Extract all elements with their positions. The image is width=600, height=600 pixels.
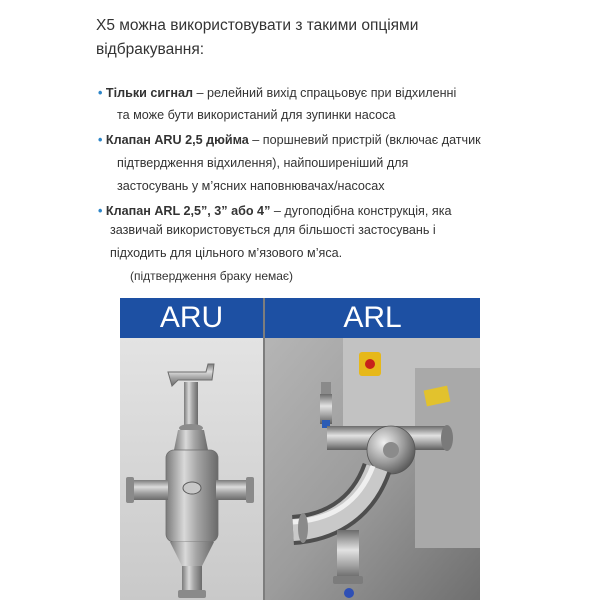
aru-valve-image <box>120 338 263 600</box>
option-description-continued: підходить для цільного м’язового м’яса. <box>110 246 343 260</box>
option-title: Тільки сигнал <box>105 86 194 100</box>
list-item-signal-only <box>98 86 456 100</box>
option-description-continued: застосувань у м’ясних наповнювачах/насосах <box>117 179 385 193</box>
list-item-aru-valve <box>98 133 481 147</box>
option-title: Клапан ARU 2,5 дюйма <box>105 133 249 147</box>
option-description-continued: підтвердження відхилення), найпоширеніший для <box>117 156 409 170</box>
bullet-icon: • <box>98 86 103 100</box>
option-note: (підтвердження браку немає) <box>130 269 294 283</box>
option-description-continued: та може бути використаний для зупинки насоса <box>117 108 396 122</box>
option-title: Клапан ARL 2,5”, 3” або 4” <box>105 204 271 218</box>
arl-valve-image <box>265 338 480 600</box>
option-description: – поршневий пристрій (включає датчик <box>248 133 481 147</box>
option-description: – дугоподібна конструкція, яка <box>270 204 452 218</box>
intro-text <box>96 14 516 62</box>
bullet-icon: • <box>98 133 103 147</box>
option-description-continued: зазвичай використовується для більшості застосувань і <box>110 223 436 237</box>
arl-header: ARL <box>265 298 480 338</box>
intro-line-2: відбракування: <box>96 41 205 58</box>
list-item-arl-valve <box>98 204 452 218</box>
bullet-icon: • <box>98 204 103 218</box>
intro-line-1: X5 можна використовувати з такими опціями <box>96 17 419 34</box>
aru-header: ARU <box>120 298 263 338</box>
option-description: – релейний вихід спрацьовує при відхиленні <box>193 86 457 100</box>
valve-comparison-figure <box>120 298 480 600</box>
